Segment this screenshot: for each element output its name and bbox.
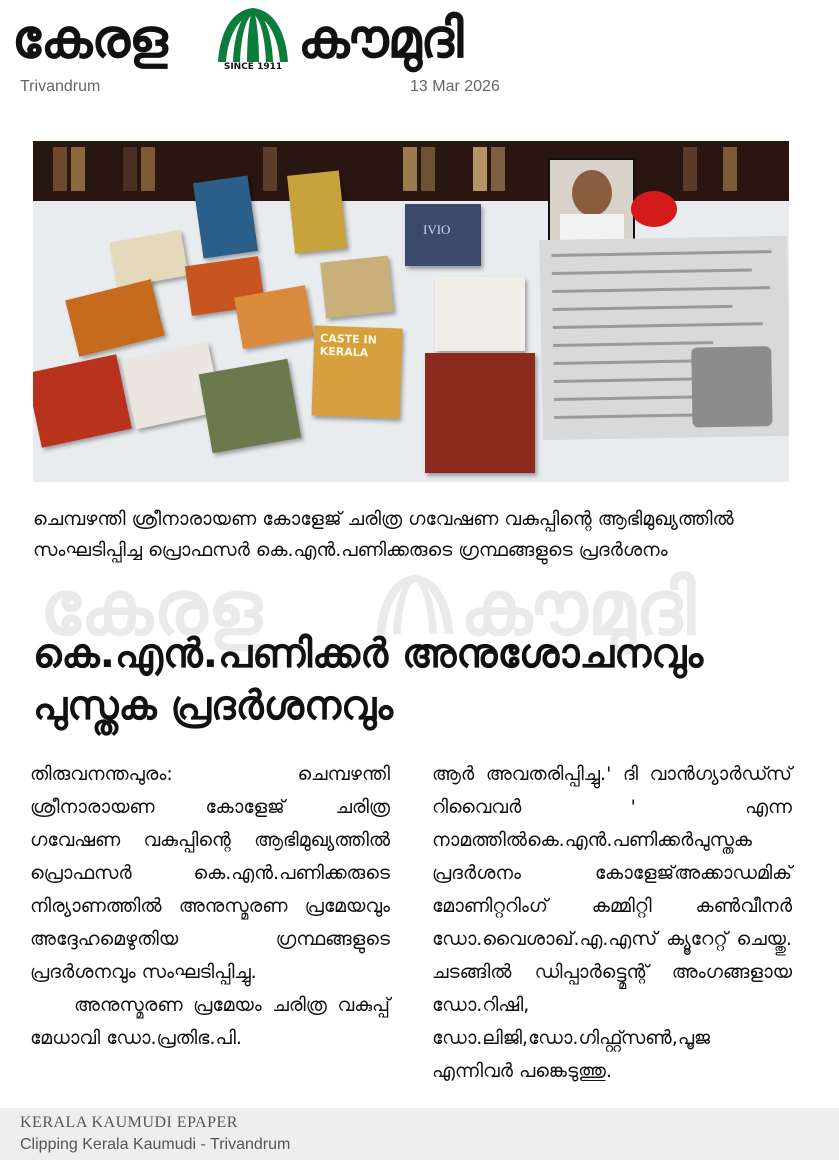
watermark-word-left: കേരള xyxy=(40,563,262,652)
article-column-right xyxy=(432,758,792,1088)
article-paragraph: ആർ അവതരിപ്പിച്ചു.' ദി വാൻഗ്യാർഡ്സ് റിവൈവർ ' എന്ന നാമത്തിൽകെ.എൻ.പണിക്കർപുസ്തക പ്രദർശനം കോളേജ്അക്കാഡമിക് മോണിറ്ററിംഗ് കമ്മിറ്റി കൺവീനർ ഡോ.വൈശാഖ്.എ.എസ് ക്യൂറേറ്റ് ചെയ്തു. ചടങ്ങിൽ ഡിപ്പാർട്ട്മെന്റ് അംഗങ്ങളായ ഡോ.റിഷി, ഡോ.ലിജി,ഡോ.ഗിഫ്റ്റ്സൺ,പൂജ എന്നിവർ പങ്കെടുത്തു. xyxy=(432,763,792,1082)
masthead xyxy=(0,0,839,110)
book xyxy=(435,277,525,351)
book xyxy=(311,325,402,418)
headline xyxy=(33,628,803,732)
book xyxy=(320,256,393,319)
portrait-photo xyxy=(548,158,635,246)
edition-date: 13 Mar 2026 xyxy=(410,78,500,95)
article-column-left xyxy=(30,758,390,1055)
book xyxy=(287,170,347,253)
book xyxy=(405,204,481,266)
flowers-icon xyxy=(631,191,677,227)
newspaper-spread xyxy=(539,236,789,440)
watermark-word-right: കൗമുദി xyxy=(460,563,696,652)
book xyxy=(193,176,258,259)
article-paragraph: അനുസ്മരണ പ്രമേയം ചരിത്ര വകുപ്പ് മേധാവി ഡോ.പ്രതിഭ.പി. xyxy=(30,994,390,1049)
article-paragraph: തിരുവനന്തപുരം: ചെമ്പഴന്തി ശ്രീനാരായണ കോളേജ് ചരിത്ര ഗവേഷണ വകുപ്പിന്റെ ആഭിമുഖ്യത്തിൽ പ്രൊഫസർ കെ.എൻ.പണിക്കരുടെ നിര്യാണത്തിൽ അനുസ്മരണ പ്രമേയവും അദ്ദേഹമെഴുതിയ ഗ്രന്ഥങ്ങളുടെ പ്രദർശനവും സംഘടിപ്പിച്ചു. xyxy=(30,763,390,983)
since-label: SINCE 1911 xyxy=(223,62,283,72)
headline-line-1: കെ.എൻ.പണിക്കർ അനുശോചനവും xyxy=(33,631,704,677)
face-icon xyxy=(572,170,612,216)
footer xyxy=(0,1108,839,1160)
photo-caption: ചെമ്പഴന്തി ശ്രീനാരായണ കോളേജ് ചരിത്ര ഗവേഷണ വകുപ്പിന്റെ ആഭിമുഖ്യത്തിൽ സംഘടിപ്പിച്ച പ്രൊഫസർ കെ.എൻ.പണിക്കരുടെ ഗ്രന്ഥങ്ങളുടെ പ്രദർശനം xyxy=(33,508,734,561)
headline-line-2: പുസ്തക പ്രദർശനവും xyxy=(33,683,393,729)
newspaper-photo xyxy=(691,346,772,427)
book-exhibition-photo xyxy=(33,141,789,482)
logo-word-left: കേരള xyxy=(12,7,167,70)
edition-city: Trivandrum xyxy=(20,78,101,95)
footer-brand: KERALA KAUMUDI EPAPER xyxy=(20,1114,238,1131)
book xyxy=(199,359,302,453)
book xyxy=(425,353,535,473)
book-title: IVIO xyxy=(423,222,451,237)
book-title: CASTE IN KERALA xyxy=(319,331,378,360)
footer-clipping-source: Clipping Kerala Kaumudi - Trivandrum xyxy=(20,1136,291,1153)
logo-word-right: കൗമുദി xyxy=(298,7,463,70)
